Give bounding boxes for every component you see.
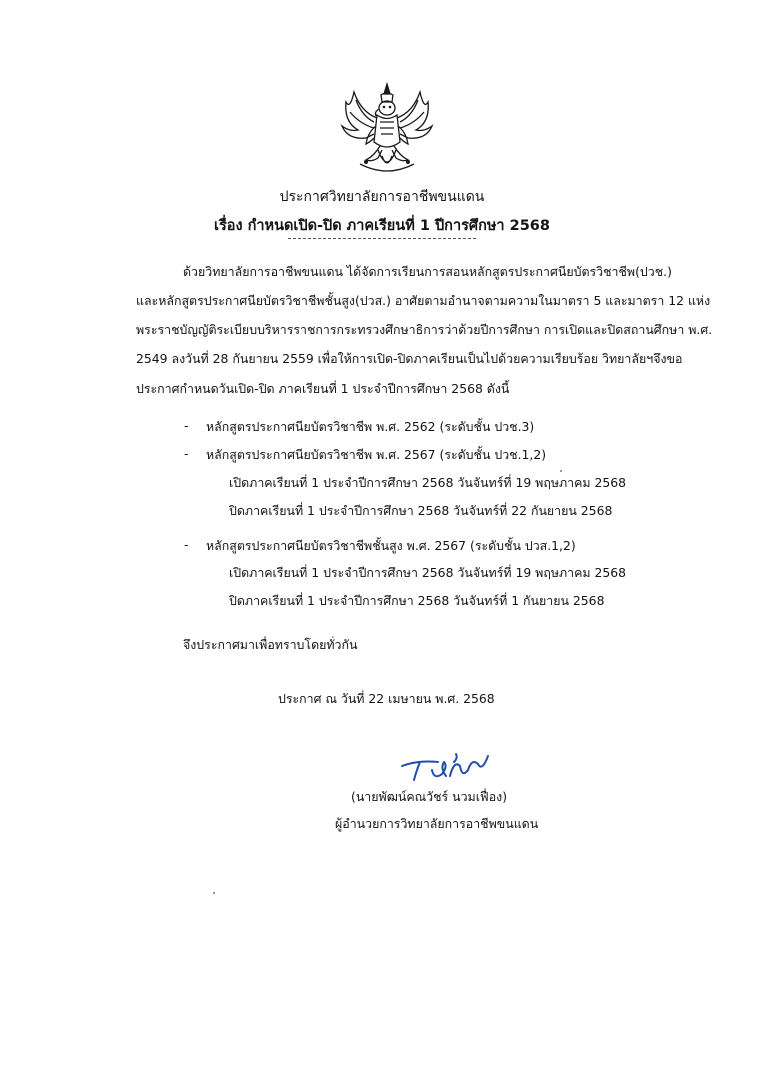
paragraph-line-5: ประกาศกำหนดวันเปิด-ปิด ภาคเรียนที่ 1 ประจำปีการศึกษา 2568 ดังนี้ <box>136 381 510 396</box>
garuda-emblem-icon <box>336 82 438 178</box>
curriculum-item-3: หลักสูตรประกาศนียบัตรวิชาชีพชั้นสูง พ.ศ. 2567 (ระดับชั้น ปวส.1,2) <box>206 538 576 553</box>
announcement-date: ประกาศ ณ วันที่ 22 เมษายน พ.ศ. 2568 <box>278 691 495 706</box>
scan-speck <box>560 470 562 472</box>
paragraph-line-3: พระราชบัญญัติระเบียบบริหารราชการกระทรวงศึกษาธิการว่าด้วยปีการศึกษา การเปิดและปิดสถานศึกษา พ.ศ. <box>136 322 713 337</box>
curriculum-item-2-open: เปิดภาคเรียนที่ 1 ประจำปีการศึกษา 2568 วันจันทร์ที่ 19 พฤษภาคม 2568 <box>229 475 627 490</box>
curriculum-item-3-open: เปิดภาคเรียนที่ 1 ประจำปีการศึกษา 2568 วันจันทร์ที่ 19 พฤษภาคม 2568 <box>229 565 627 580</box>
title-separator <box>288 238 476 239</box>
paragraph-line-4: 2549 ลงวันที่ 28 กันยายน 2559 เพื่อให้การเปิด-ปิดภาคเรียนเป็นไปด้วยความเรียบร้อย วิทยาลัยฯจึงขอ <box>136 351 683 366</box>
paragraph-line-1: ด้วยวิทยาลัยการอาชีพขนแดน ได้จัดการเรียนการสอนหลักสูตรประกาศนียบัตรวิชาชีพ(ปวช.) <box>183 264 672 279</box>
handwritten-signature-icon <box>398 748 494 788</box>
curriculum-item-2: หลักสูตรประกาศนียบัตรวิชาชีพ พ.ศ. 2567 (ระดับชั้น ปวช.1,2) <box>206 447 547 462</box>
bullet-marker: - <box>184 418 189 433</box>
bullet-marker: - <box>184 537 189 552</box>
curriculum-item-2-close: ปิดภาคเรียนที่ 1 ประจำปีการศึกษา 2568 วันจันทร์ที่ 22 กันยายน 2568 <box>229 503 613 518</box>
signatory-position: ผู้อำนวยการวิทยาลัยการอาชีพขนแดน <box>335 816 539 831</box>
closing-statement: จึงประกาศมาเพื่อทราบโดยทั่วกัน <box>183 637 358 652</box>
paragraph-line-2: และหลักสูตรประกาศนียบัตรวิชาชีพชั้นสูง(ปวส.) อาศัยตามอำนาจตามความในมาตรา 5 และมาตรา 12 แห่ง <box>136 293 711 308</box>
announcement-subject: เรื่อง กำหนดเปิด-ปิด ภาคเรียนที่ 1 ปีการศึกษา 2568 <box>214 218 550 234</box>
curriculum-item-3-close: ปิดภาคเรียนที่ 1 ประจำปีการศึกษา 2568 วันจันทร์ที่ 1 กันยายน 2568 <box>229 593 605 608</box>
scan-speck <box>213 892 215 894</box>
curriculum-item-1: หลักสูตรประกาศนียบัตรวิชาชีพ พ.ศ. 2562 (ระดับชั้น ปวช.3) <box>206 419 535 434</box>
signatory-name: (นายพัฒน์คณวัชร์ นวมเฟื่อง) <box>351 789 508 804</box>
announcement-title: ประกาศวิทยาลัยการอาชีพขนแดน <box>279 189 485 205</box>
bullet-marker: - <box>184 446 189 461</box>
